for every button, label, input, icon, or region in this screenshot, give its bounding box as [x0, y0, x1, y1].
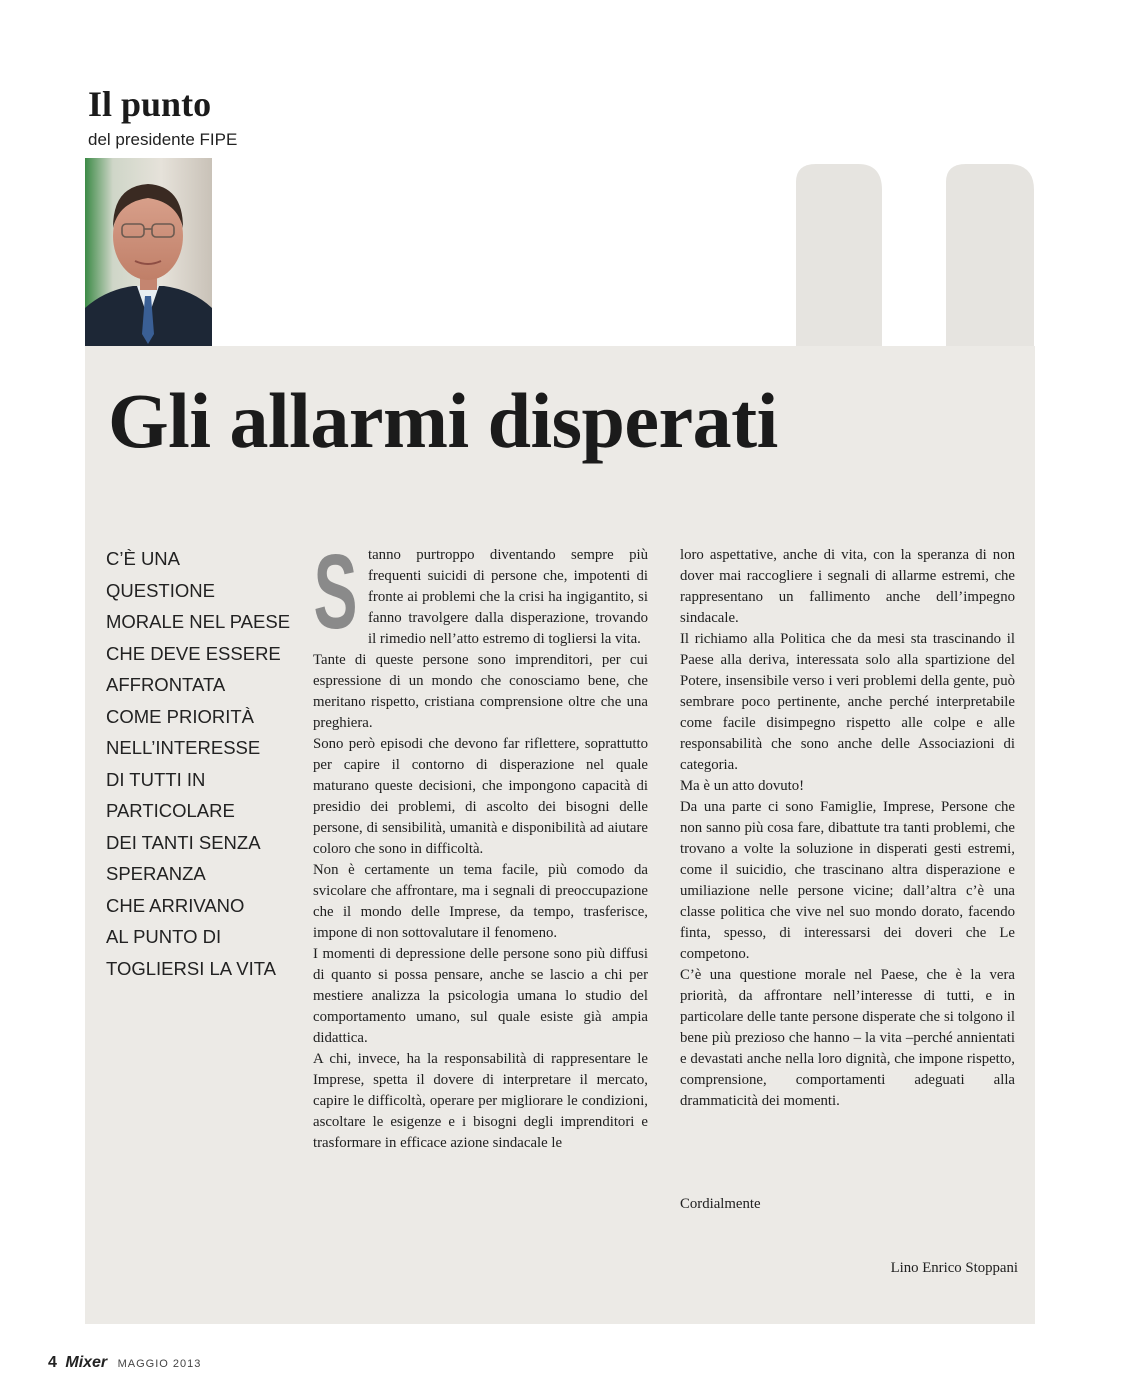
pull-quote-line: CHE DEVE ESSERE: [106, 642, 281, 664]
svg-text:S: S: [313, 533, 358, 651]
article-paragraph: C’è una questione morale nel Paese, che è la vera priorità, da affrontare nell’interesse di tutti, e in particolare delle tante persone disperate che si tolgono il bene più prezioso che hanno – la vita –perché annientati e devastati anche nella loro dignità, che impone rispetto, comprensione, comportamenti adeguati alla drammaticità dei momenti.: [680, 967, 1015, 1109]
article-paragraph: Da una parte ci sono Famiglie, Imprese, Persone che non sanno più cosa fare, dibattute tra tanti problemi, che trovano a volte la soluzione in disperati gesti estremi, come il suicidio, che trascinano altra disperazione e umiliazione nelle persone vicine; dall’altra c’è una classe politica che vive nel suo mondo dorato, facendo finta, spesso, di interessarsi dei doveri che Le competono.: [680, 799, 1015, 962]
closing-salutation: Cordialmente: [680, 1196, 761, 1212]
pull-quote-line: DI TUTTI IN: [106, 768, 206, 790]
article-paragraph: Non è certamente un tema facile, più comodo da svicolare che affrontare, ma i segnali di preoccupazione che il mondo delle Imprese, da tempo, trasferisce, impone di non sottovalutare il fenomeno.: [313, 862, 648, 941]
article-paragraph: Tante di queste persone sono imprenditori, per cui espressione di un mondo che conosciamo bene, che meritano rispetto, cristiana comprensione oltre che una preghiera.: [313, 652, 648, 731]
pull-quote-line: C’È UNA: [106, 548, 181, 569]
pull-quote-line: MORALE NEL PAESE: [106, 611, 291, 632]
pull-quote-line: SPERANZA: [106, 863, 206, 884]
article-paragraph: loro aspettative, anche di vita, con la speranza di non dover mai raccogliere i segnali di allarme estremi, che rappresentano un fallimento anche dell’impegno sindacale.: [680, 547, 1015, 626]
article-paragraph: Il richiamo alla Politica che da mesi sta trascinando il Paese alla deriva, interessata solo alla spartizione del Potere, insensibile verso i veri problemi della gente, può sembrare poco pertinente, anche perché interpretabile come facile disimpegno rispetto alle colpe e alle responsabilità che sono anche delle Associazioni di categoria.: [680, 631, 1015, 773]
pull-quote-line: DEI TANTI SENZA: [106, 831, 261, 853]
pull-quote: [106, 543, 296, 984]
article-paragraph: A chi, invece, ha la responsabilità di rappresentare le Imprese, spetta il dovere di interpretare il mercato, capire le difficoltà, operare per migliorare le condizioni, ascoltare le esigenze e i bisogni degli imprenditori e trasformare in efficace azione sindacale le: [313, 1051, 648, 1151]
article-paragraph: Ma è un atto dovuto!: [680, 778, 805, 794]
author-portrait: [85, 158, 212, 346]
section-subtitle: del presidente FIPE: [88, 130, 238, 149]
pull-quote-line: PARTICOLARE: [106, 800, 235, 821]
pull-quote-line: QUESTIONE: [106, 579, 215, 601]
article-column-2: [680, 545, 1015, 1112]
pull-quote-line: AL PUNTO DI: [106, 926, 222, 947]
pull-quote-line: AFFRONTATA: [106, 674, 226, 695]
pull-quote-line: CHE ARRIVANO: [106, 894, 245, 916]
author-signature: Lino Enrico Stoppani: [890, 1260, 1018, 1276]
pull-quote-line: NELL’INTERESSE: [106, 737, 261, 758]
pull-quote-line: TOGLIERSI LA VITA: [106, 957, 276, 979]
article-paragraph: tanno purtroppo diventando sempre più frequenti suicidi di persone che, impotenti di fronte ai problemi che la crisi ha ingigantito, si fanno travolgere dalla disperazione, trovando il rimedio nell’atto estremo di togliersi la vita.: [368, 547, 648, 647]
article-column-1: [313, 533, 648, 1154]
magazine-name: Mixer: [65, 1354, 108, 1371]
article-paragraph: I momenti di depressione delle persone sono più diffusi di quanto si possa pensare, anche se lascio a chi per mestiere analizza la psicologia umana lo studio del comportamento umano, sul quale esiste già ampia didattica.: [313, 946, 648, 1046]
section-title: Il punto: [88, 84, 212, 124]
article-paragraph: Sono però episodi che devono far riflettere, soprattutto per capire il contorno di disperazione nel quale maturano queste decisioni, che impongono capacità di presidio dei problemi, di ascolto dei bisogni delle persone, di sensibilità, umanità e disponibilità ad aiutare coloro che sono in difficoltà.: [313, 736, 648, 857]
dropcap-letter: [313, 533, 358, 651]
pull-quote-line: COME PRIORITÀ: [106, 705, 255, 727]
page-footer: [48, 1354, 201, 1372]
quote-marks-decoration: [790, 160, 1040, 348]
page-number: 4: [48, 1354, 57, 1371]
issue-date: MAGGIO 2013: [117, 1358, 202, 1370]
article-title: Gli allarmi disperati: [108, 377, 778, 464]
